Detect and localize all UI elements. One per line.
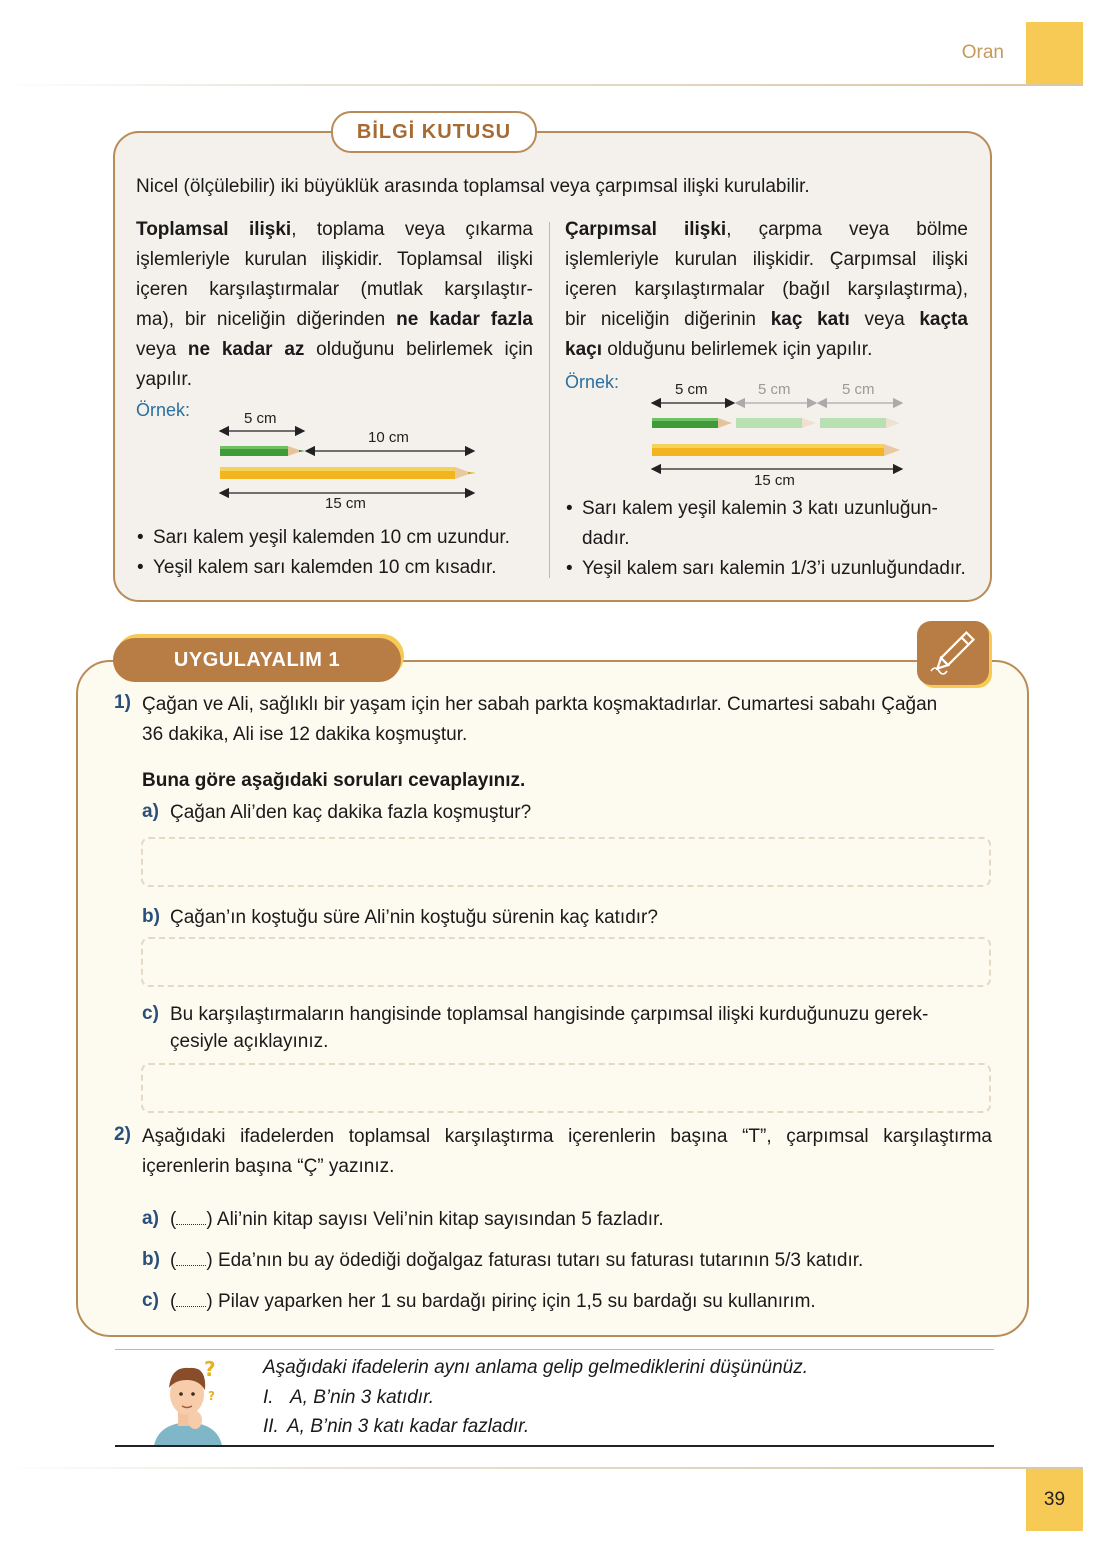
exercise-title: UYGULAYALIM 1 (113, 638, 401, 682)
label-diff-10cm: 10 cm (368, 429, 409, 446)
question-1-text-line-2: 36 dakika, Ali ise 12 dakika koşmuştur. (142, 724, 468, 745)
think-line-3: A, B’nin 3 katı kadar fazladır. (287, 1416, 530, 1437)
additive-line-2: işlemleriyle kurulan ilişkidir. Toplamsal ilişki (136, 249, 533, 270)
q1-b-answer-field[interactable] (141, 937, 991, 987)
page-number: 39 (1026, 1469, 1083, 1531)
label-ghost-5cm-1: 5 cm (758, 381, 791, 398)
multiplicative-bullet-2: • Yeşil kalem sarı kalemin 1/3’i uzunluğundadır. (582, 554, 966, 584)
q1-b-label: b) (142, 906, 160, 927)
info-box-title: BİLGİ KUTUSU (331, 111, 537, 153)
multiplicative-column (565, 215, 968, 365)
question-2-text-line-1: Aşağıdaki ifadelerden toplamsal karşılaştırma içerenlerin başına “T”, çarpımsal karşılaştırma (142, 1126, 992, 1147)
header-tab (1026, 22, 1083, 84)
info-tab-line (537, 131, 755, 133)
question-2-text-line-2: içerenlerin başına “Ç” yazınız. (142, 1156, 395, 1177)
question-1-number: 1) (114, 692, 131, 713)
info-intro: Nicel (ölçülebilir) iki büyüklük arasında toplamsal veya çarpımsal ilişki kurulabilir. (136, 176, 810, 197)
additive-line-4: ma), bir niceliğin diğerinden ne kadar fazla (136, 309, 533, 330)
additive-bullet-1: • Sarı kalem yeşil kalemden 10 cm uzundur. (153, 523, 510, 553)
think-line-2: A, B’nin 3 katıdır. (290, 1387, 434, 1408)
svg-text:?: ? (208, 1389, 215, 1403)
additive-line-6: yapılır. (136, 369, 192, 390)
label-total-15cm: 15 cm (325, 495, 366, 512)
footer-rule (0, 1467, 1083, 1469)
column-divider (549, 222, 550, 578)
multiplicative-line-1: Çarpımsal ilişki, çarpma veya bölme (565, 219, 968, 240)
multiplicative-pencil-diagram (640, 385, 920, 485)
q2-a-label: a) (142, 1208, 159, 1229)
multiplicative-line-5: kaçı olduğunu belirlemek için yapılır. (565, 339, 873, 360)
additive-line-3: içeren karşılaştırmalar (mutlak karşılaştır- (136, 279, 533, 300)
q1-a-answer-field[interactable] (141, 837, 991, 887)
pencil-badge (917, 621, 989, 685)
multiplicative-line-4: bir niceliğin diğerinin kaç katı veya kaçta (565, 309, 968, 330)
additive-example-label: Örnek: (136, 400, 191, 420)
multiplicative-line-2: işlemleriyle kurulan ilişkidir. Çarpımsal ilişki (565, 249, 968, 270)
question-2-number: 2) (114, 1124, 131, 1145)
q1-b-text: Çağan’ın koştuğu süre Ali’nin koştuğu sürenin kaç katıdır? (170, 907, 658, 928)
question-1-instruction: Buna göre aşağıdaki soruları cevaplayınız. (142, 770, 526, 791)
label-green-5cm-right: 5 cm (675, 381, 708, 398)
think-box-bottom-rule (115, 1445, 994, 1447)
q1-c-text-line-2: çesiyle açıklayınız. (170, 1031, 329, 1052)
q2-a-item: ( ) Ali’nin kitap sayısı Veli’nin kitap sayısından 5 fazladır. (170, 1209, 664, 1230)
section-title: Oran (961, 42, 1004, 63)
q2-b-label: b) (142, 1249, 160, 1270)
multiplicative-line-3: içeren karşılaştırmalar (bağıl karşılaştırma), (565, 279, 968, 300)
q2-b-blank[interactable] (176, 1251, 206, 1266)
label-total-15cm-right: 15 cm (754, 472, 795, 489)
q1-c-text-line-1: Bu karşılaştırmaların hangisinde toplamsal hangisinde çarpımsal ilişki kurduğunuzu gerek- (170, 1004, 929, 1025)
multiplicative-bullet-1-cont: dadır. (582, 528, 630, 549)
label-ghost-5cm-2: 5 cm (842, 381, 875, 398)
q2-c-label: c) (142, 1290, 159, 1311)
svg-text:?: ? (204, 1357, 216, 1381)
exercise-box (76, 660, 1029, 1337)
q2-b-item: ( ) Eda’nın bu ay ödediği doğalgaz faturası tutarı su faturası tutarının 5/3 katıdır. (170, 1250, 864, 1271)
additive-bullet-2: • Yeşil kalem sarı kalemden 10 cm kısadır. (153, 553, 497, 583)
q2-a-blank[interactable] (176, 1210, 206, 1225)
header-rule (0, 84, 1083, 86)
question-1-text-line-1: Çağan ve Ali, sağlıklı bir yaşam için her sabah parkta koşmaktadırlar. Cumartesi sabahı Çağan (142, 694, 938, 715)
q1-c-label: c) (142, 1003, 159, 1024)
think-line-1: Aşağıdaki ifadelerin aynı anlama gelip gelmediklerini düşününüz. (263, 1357, 808, 1378)
think-box-top-rule (115, 1349, 994, 1350)
thinking-boy-icon (148, 1356, 230, 1446)
label-green-5cm: 5 cm (244, 410, 277, 427)
pencil-icon (917, 621, 989, 685)
think-line-3-number: II. (263, 1416, 279, 1437)
q1-c-answer-field[interactable] (141, 1063, 991, 1113)
additive-column (136, 215, 533, 395)
q2-c-blank[interactable] (176, 1292, 206, 1307)
multiplicative-bullet-1: • Sarı kalem yeşil kalemin 3 katı uzunluğun- (582, 494, 938, 524)
think-line-2-number: I. (263, 1387, 274, 1408)
q1-a-label: a) (142, 801, 159, 822)
q1-a-text: Çağan Ali’den kaç dakika fazla koşmuştur? (170, 802, 532, 823)
additive-line-5: veya ne kadar az olduğunu belirlemek için (136, 339, 533, 360)
multiplicative-example-label: Örnek: (565, 372, 620, 392)
q2-c-item: ( ) Pilav yaparken her 1 su bardağı pirinç için 1,5 su bardağı su kullanırım. (170, 1291, 816, 1312)
additive-line-1: Toplamsal ilişki, toplama veya çıkarma (136, 219, 533, 240)
